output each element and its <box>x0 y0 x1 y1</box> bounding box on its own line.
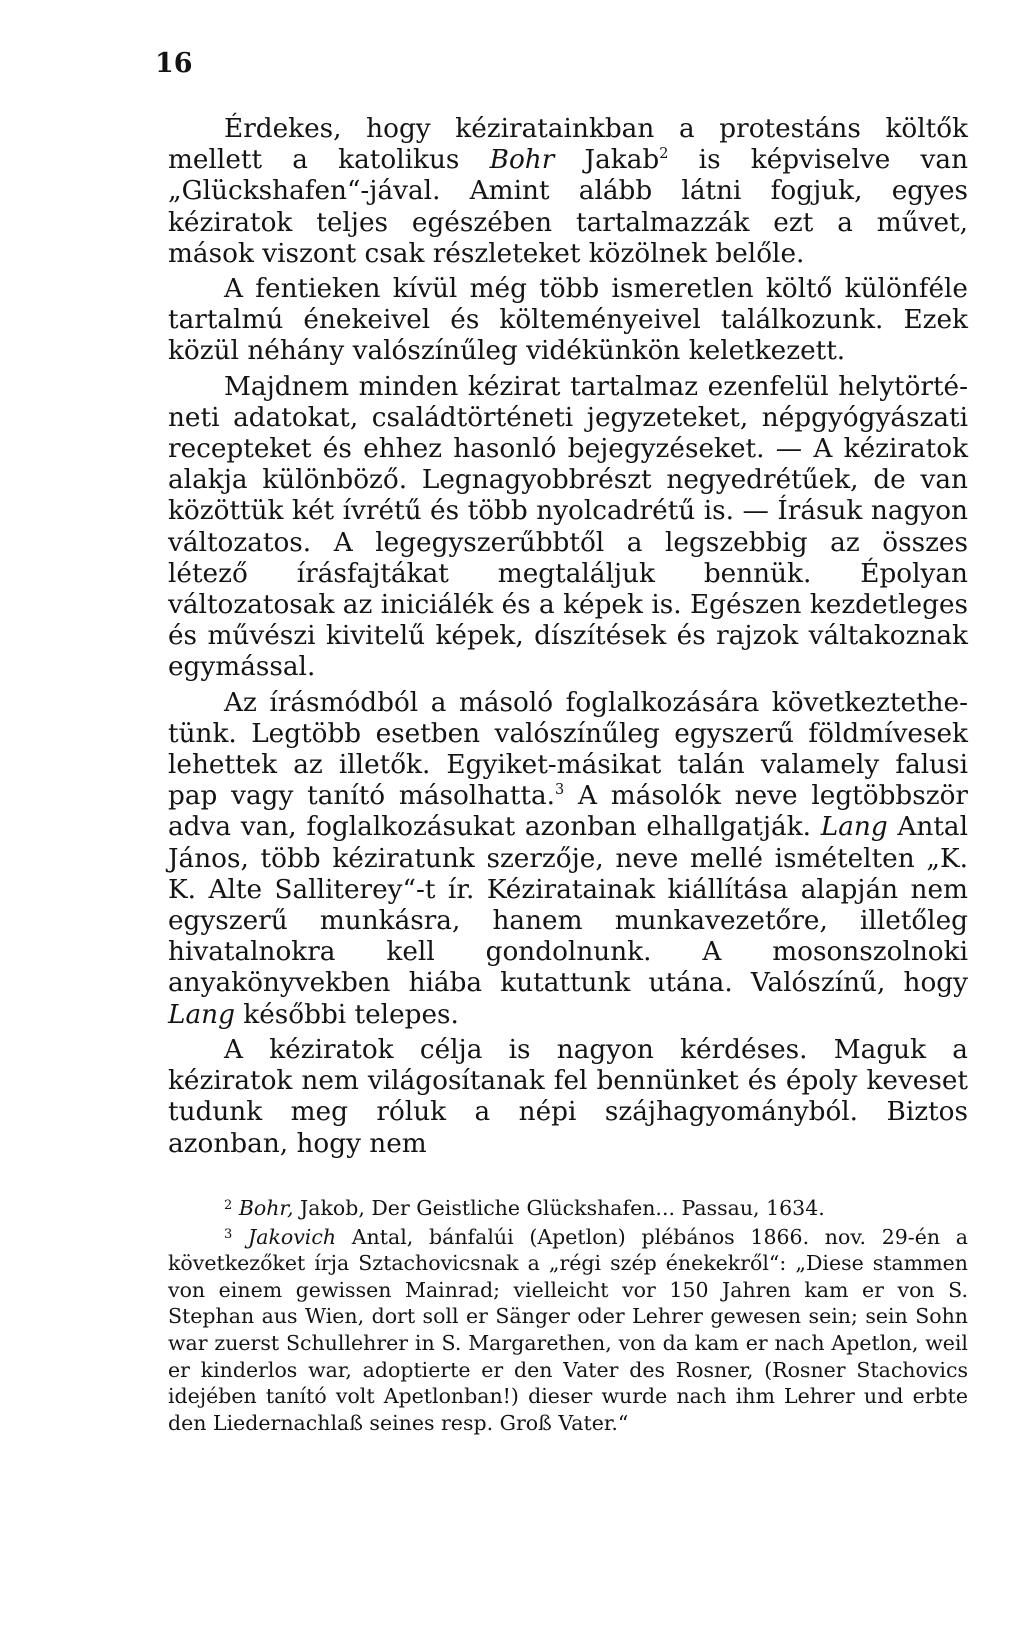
text-run: A fentieken kívül még több ismeretlen költő különféle tartalmú énekeivel és költeményeivel találkozunk. Ezek közül néhány valószínűleg vidékünkön keletkezett. <box>168 274 968 367</box>
footnote-text <box>168 1225 968 1435</box>
footnote <box>168 1193 968 1222</box>
paragraph <box>168 274 968 368</box>
footnotes <box>168 1193 968 1436</box>
italic-name: Jakovich <box>248 1224 337 1249</box>
footnote-mark: 3 <box>224 1226 233 1242</box>
text-run: A másolók neve legtöbbször adva van, foglalkozásukat azonban elhallgatják. <box>168 781 968 843</box>
italic-name: Bohr <box>489 145 555 176</box>
text-run: A kéziratok célja is nagyon kérdéses. Maguk a kéziratok nem világosítanak fel bennünket és époly keveset tudunk meg róluk a népi szájhagyományból. Biztos azonban, hogy nem <box>168 1034 968 1159</box>
text-run: Antal János, több kéziratunk szerzője, neve mellé ismételten „K. K. Alte Salliterey“-t ír. Kéziratainak kiállítása alapján nem egyszerű munkásra, hanem munkavezetőre, illetőleg hivatalnokra kell gondolnunk. A mosonszolnoki anyakönyvekben hiába kutattunk utána. Valószínű, hogy <box>168 812 968 999</box>
text-run: későbbi telepes. <box>234 999 459 1030</box>
footnote <box>168 1222 968 1437</box>
italic-name: Lang <box>820 812 888 843</box>
body-text <box>168 114 968 1160</box>
text-run: Antal, bánfalúi (Apetlon) plébános 1866. nov. 29-én a következőket írja Sztachovicsnak a „régi szép énekekről“: „Diese stammen von einem gewissen Mainrad; vielleicht vor 150 Jahren kam er von S. Stephan aus Wien, dort soll er Sänger oder Lehrer gewesen sein; sein Sohn war zuerst Schullehrer in S. Margarethen, von da kam er nach Apetlon, weil er kinderlos war, adoptierte er den Vater des Rosner, (Rosner Stachovics idejében tanító volt Apetlonban!) dieser wurde nach ihm Lehrer und erbte den Liedernachlaß seines resp. Groß Vater.“ <box>168 1224 968 1435</box>
text-run: is képviselve van „Glückshafen“-jával. Amint alább látni fogjuk, egyes kéziratok teljes egészében tartalmazzák ezt a művet, mások viszont csak részleteket közölnek belőle. <box>168 145 969 269</box>
paragraph <box>168 1035 968 1160</box>
italic-name: Lang <box>168 999 235 1030</box>
paragraph <box>168 688 968 1031</box>
paragraph <box>168 372 968 684</box>
paragraph <box>168 114 968 270</box>
footnote-reference: 2 <box>659 146 669 163</box>
page-number: 16 <box>155 48 193 79</box>
italic-name: Bohr, <box>238 1196 294 1220</box>
footnote-text <box>239 1196 825 1220</box>
footnote-mark: 2 <box>224 1198 233 1213</box>
text-run: Az írásmódból a másoló foglalkozására következtethetünk. Legtöbb esetben valószínűleg egyszerű földmívesek lehettek az illetők. Egyiket-másikat talán valamely falusi pap vagy tanító másolhatta. <box>168 687 968 812</box>
footnote-reference: 3 <box>555 782 565 799</box>
text-run: Jakab <box>554 145 660 176</box>
text-run: Érdekes, hogy kéziratainkban a protestáns költők mellett a katolikus <box>168 114 968 176</box>
text-run: Majdnem minden kézirat tartalmaz ezenfelül helytörténeti adatokat, családtörténeti jegyzeteket, népgyógyászati recepteket és ehhez hasonló bejegyzéseket. — A kéziratok alakja különböző. Legnagyobbrészt negyedrétűek, de van közöttük két ívrétű és több nyolcadrétű is. — Írásuk nagyon változatos. A legegyszerűbbtől a legszebbig az összes létező írásfajtákat megtaláljuk bennük. Épolyan változatosak az iniciálék és a képek is. Egészen kezdetleges és művészi kivitelű képek, díszítések és rajzok váltakoznak egymással. <box>168 371 968 683</box>
text-run: Jakob, Der Geistliche Glückshafen... Passau, 1634. <box>293 1196 825 1220</box>
